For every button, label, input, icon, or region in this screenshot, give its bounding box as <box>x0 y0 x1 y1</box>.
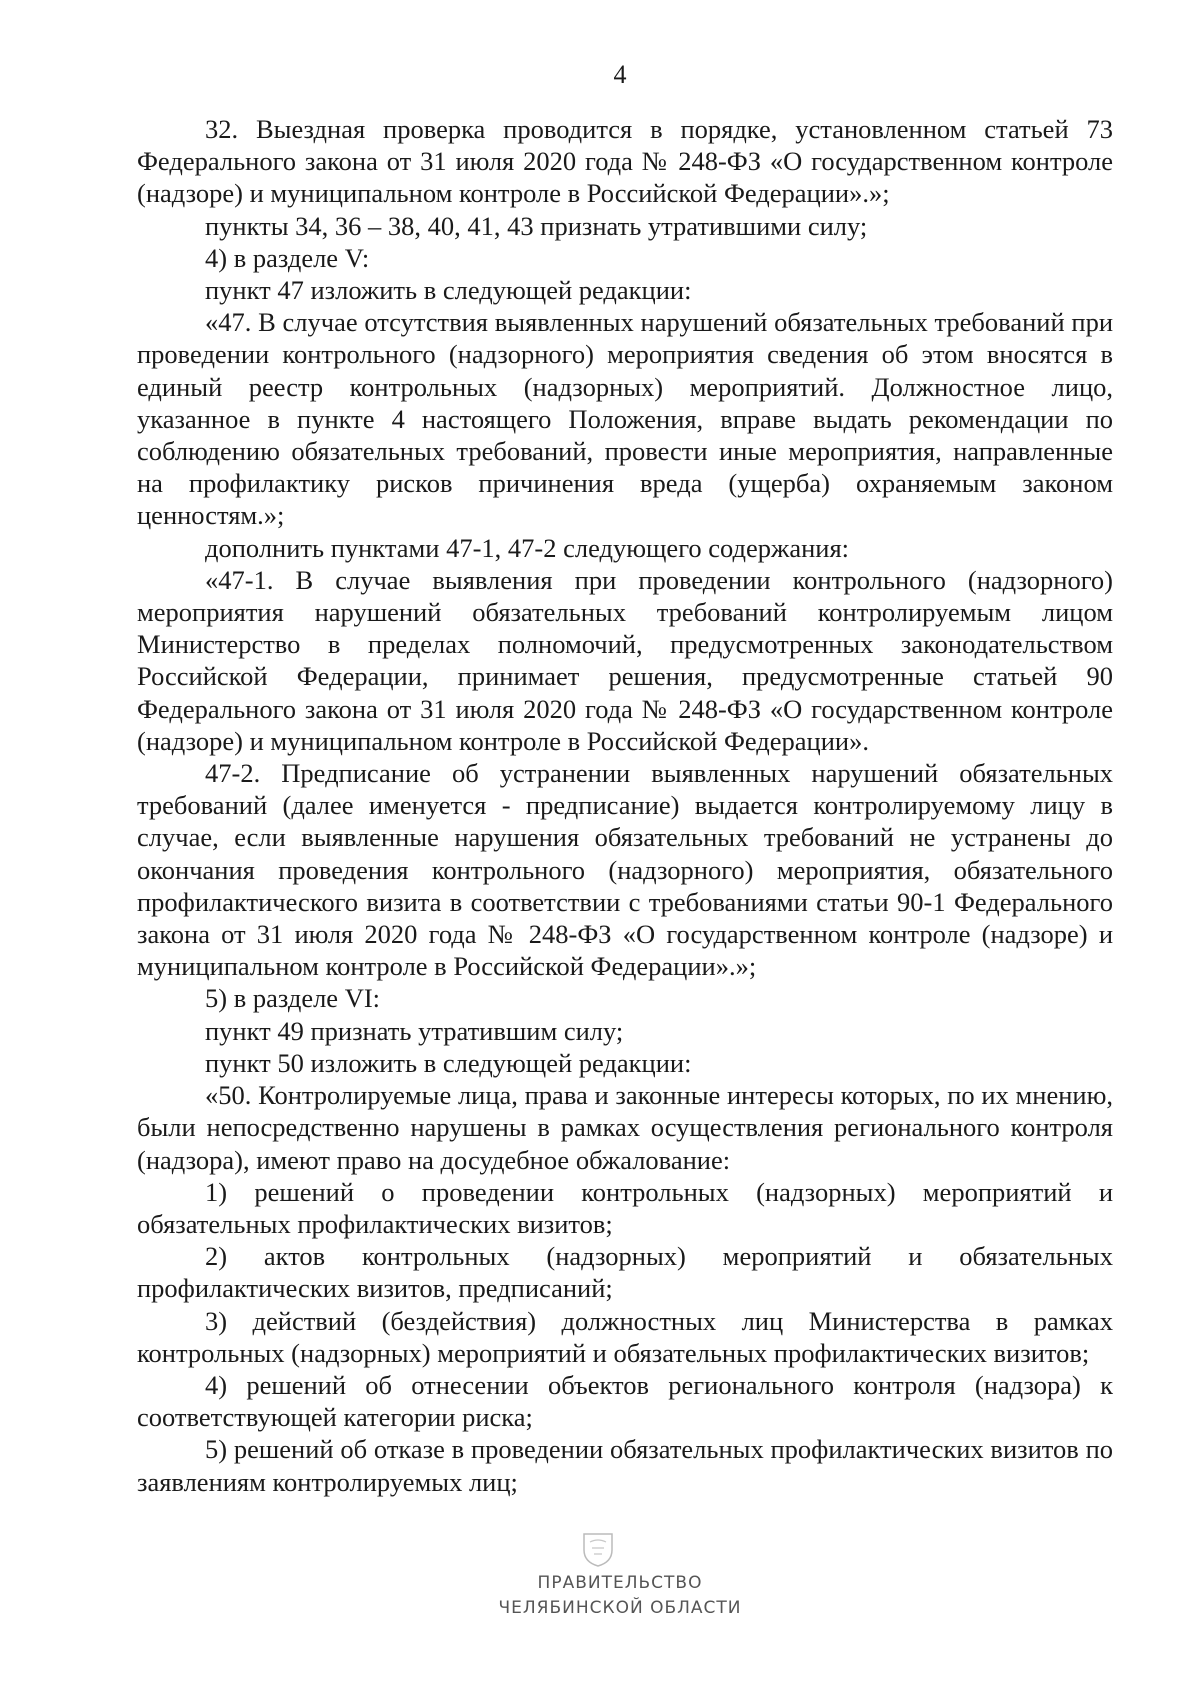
paragraph: 5) в разделе VI: <box>205 983 381 1014</box>
paragraph: «47-1. В случае выявления при проведении контрольного (надзорного) мероприятия нарушений обязательных требований контролируемым лицом Министерство в пределах полномочий, предусмотренных законодательством Российской Федерации, принимает решения, предусмотренные статьей 90 Федерального закона от 31 июля 2020 года № 248-ФЗ «О государственном контроле (надзоре) и муниципальном контроле в Российской Федерации». <box>137 564 1113 756</box>
paragraph: 5) решений об отказе в проведении обязательных профилактических визитов по заявлениям контролируемых лиц; <box>137 1434 1113 1497</box>
document-body <box>137 113 1113 1498</box>
paragraph: «47. В случае отсутствия выявленных нарушений обязательных требований при проведении контрольного (надзорного) мероприятия сведения об этом вносятся в единый реестр контрольных (надзорных) мероприятий. Должностное лицо, указанное в пункте 4 настоящего Положения, вправе выдать рекомендации по соблюдению обязательных требований, провести иные мероприятия, направленные на профилактику рисков причинения вреда (ущерба) охраняемым законом ценностям.»; <box>137 307 1113 531</box>
paragraph: пункт 50 изложить в следующей редакции: <box>205 1047 692 1078</box>
paragraph: пункты 34, 36 – 38, 40, 41, 43 признать утратившими силу; <box>205 210 868 241</box>
paragraph: «50. Контролируемые лица, права и законные интересы которых, по их мнению, были непосредственно нарушены в рамках осуществления регионального контроля (надзора), имеют право на досудебное обжалование: <box>137 1080 1113 1175</box>
paragraph: 2) актов контрольных (надзорных) мероприятий и обязательных профилактических визитов, предписаний; <box>137 1241 1113 1304</box>
paragraph: 32. Выездная проверка проводится в порядке, установленном статьей 73 Федерального закона от 31 июля 2020 года № 248-ФЗ «О государственном контроле (надзоре) и муниципальном контроле в Российской Федерации».»; <box>137 114 1113 209</box>
paragraph: 1) решений о проведении контрольных (надзорных) мероприятий и обязательных профилактических визитов; <box>137 1176 1113 1239</box>
paragraph: 4) решений об отнесении объектов регионального контроля (надзора) к соответствующей категории риска; <box>137 1369 1113 1433</box>
emblem-icon <box>578 1530 618 1568</box>
paragraph: пункт 47 изложить в следующей редакции: <box>205 275 692 306</box>
stamp-line-2: ЧЕЛЯБИНСКОЙ ОБЛАСТИ <box>498 1598 742 1618</box>
paragraph: 3) действий (бездействия) должностных лиц Министерства в рамках контрольных (надзорных) мероприятий и обязательных профилактических визитов; <box>137 1305 1113 1368</box>
paragraph: дополнить пунктами 47-1, 47-2 следующего содержания: <box>205 532 850 563</box>
stamp-line-1: ПРАВИТЕЛЬСТВО <box>537 1573 703 1593</box>
paragraph: 4) в разделе V: <box>205 242 370 273</box>
page-number: 4 <box>613 60 627 89</box>
paragraph: пункт 49 признать утратившим силу; <box>205 1015 624 1046</box>
paragraph: 47-2. Предписание об устранении выявленных нарушений обязательных требований (далее именуется - предписание) выдается контролируемому лицу в случае, если выявленные нарушения обязательных требований не устранены до окончания проведения контрольного (надзорного) мероприятия, обязательного профилактического визита в соответствии с требованиями статьи 90-1 Федерального закона от 31 июля 2020 года № 248-ФЗ «О государственном контроле (надзоре) и муниципальном контроле в Российской Федерации».»; <box>137 758 1113 982</box>
